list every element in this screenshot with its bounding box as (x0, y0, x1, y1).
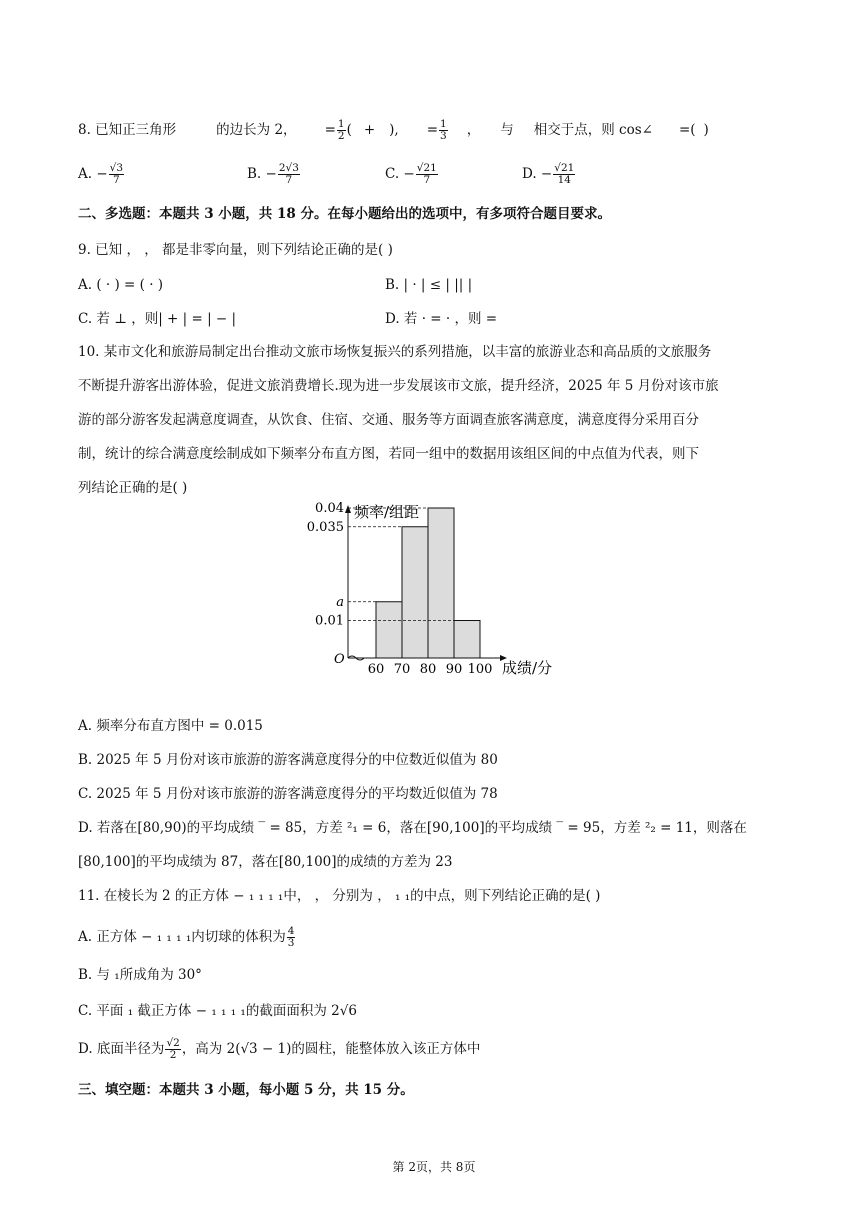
q10-stem-line-5: 列结论正确的是( ) (78, 480, 188, 496)
x-tick-label: 70 (393, 662, 411, 677)
q8-stem: 8. 已知正三角形 的边长为 2， = $\frac{1}{2}$ ( + ), = $\frac{1}{3}$ ， 与 相交于点，则 cos∠ =( ) (78, 118, 709, 142)
y-axis-label: 频率/组距 (354, 503, 420, 521)
x-axis-label: 成绩/分 (502, 659, 553, 677)
section-2-heading: 二、多选题：本题共 3 小题，共 18 分。在每小题给出的选项中，有多项符合题目要求。 (78, 206, 611, 222)
section-3-heading: 三、填空题：本题共 3 小题，每小题 5 分，共 15 分。 (78, 1082, 414, 1098)
q11-option-c: C. 平面 ₁ 截正方体 − ₁ ₁ ₁ ₁的截面面积为 2√6 (78, 1003, 357, 1019)
q10-stem-line-4: 制，统计的综合满意度绘制成如下频率分布直方图，若同一组中的数据用该组区间的中点值为代表，则下 (78, 446, 699, 462)
q10-option-c: C. 2025 年 5 月份对该市旅游的游客满意度得分的平均数近似值为 78 (78, 786, 498, 802)
x-tick-label: 60 (367, 662, 385, 677)
page-footer: 第 2页，共 8页 (392, 1160, 476, 1174)
histogram-bar (428, 508, 454, 658)
q10-option-b: B. 2025 年 5 月份对该市旅游的游客满意度得分的中位数近似值为 80 (78, 752, 498, 768)
q9-option-b: B. | · | ≤ | || | (385, 277, 473, 293)
q11-option-b: B. 与 ₁所成角为 30° (78, 967, 202, 983)
q10-stem-line-3: 游的部分游客发起满意度调查，从饮食、住宿、交通、服务等方面调查旅客满意度，满意度得分采用百分 (78, 412, 699, 428)
y-tick-label: 0.035 (306, 519, 344, 535)
q8-option-b: B. − $\frac{2√3}{7}$ (247, 162, 299, 186)
q10-option-d-cont: [80,100]的平均成绩为 87，落在[80,100]的成绩的方差为 23 (78, 854, 453, 870)
q8-option-c: C. − $\frac{√21}{7}$ (385, 162, 437, 186)
y-tick-label: 0.01 (315, 613, 344, 629)
q10-stem-line-2: 不断提升游客出游体验，促进文旅消费增长.现为进一步发展该市文旅，提升经济，2025 年 5 月份对该市旅 (78, 378, 719, 394)
q10-stem-line-1: 10. 某市文化和旅游局制定出台推动文旅市场恢复振兴的系列措施，以丰富的旅游业态和高品质的文旅服务 (78, 344, 712, 360)
histogram-bar (376, 602, 402, 658)
histogram-bar (402, 527, 428, 658)
q9-option-a: A. ( · ) = ( · ) (78, 277, 164, 293)
y-tick-label: a (336, 594, 344, 610)
q11-option-a: A. 正方体 − ₁ ₁ ₁ ₁内切球的体积为 $\frac{4}{3}$ (78, 925, 295, 949)
q9-option-c: C. 若 ⊥ ，则| + | = | − | (78, 311, 237, 327)
y-tick-label: 0.04 (315, 501, 344, 516)
q10-option-a: A. 频率分布直方图中 = 0.015 (78, 718, 263, 734)
q8-third-fraction: $\frac{1}{3}$ (440, 118, 447, 142)
histogram-bar (454, 621, 480, 659)
x-tick-label: 100 (467, 662, 493, 677)
q8-option-d: D. − $\frac{√21}{14}$ (522, 162, 575, 186)
x-tick-label: 90 (445, 662, 463, 677)
origin-label: O (334, 652, 345, 667)
q8-half-fraction: $\frac{1}{2}$ (337, 118, 345, 142)
frequency-histogram (300, 495, 570, 685)
q8-option-a: A. − $\frac{√3}{7}$ (78, 162, 124, 186)
y-axis-arrow (345, 505, 351, 513)
x-tick-label: 80 (419, 662, 437, 677)
q9-stem: 9. 已知 ， ， 都是非零向量，则下列结论正确的是( ) (78, 242, 393, 258)
q11-stem: 11. 在棱长为 2 的正方体 − ₁ ₁ ₁ ₁中， ， 分别为 ， ₁ ₁的中点，则下列结论正确的是( ) (78, 888, 601, 904)
q10-option-d: D. 若落在[80,90)的平均成绩 ‾ = 85，方差 ²₁ = 6，落在[90,100]的平均成绩 ‾ = 95，方差 ²₂ = 11，则落在 (78, 820, 747, 836)
q9-option-d: D. 若 · = · ，则 = (385, 311, 498, 327)
q11-option-d: D. 底面半径为 $\frac{√2}{2}$ ，高为 2(√3 − 1)的圆柱，能整体放入该正方体中 (78, 1037, 481, 1061)
